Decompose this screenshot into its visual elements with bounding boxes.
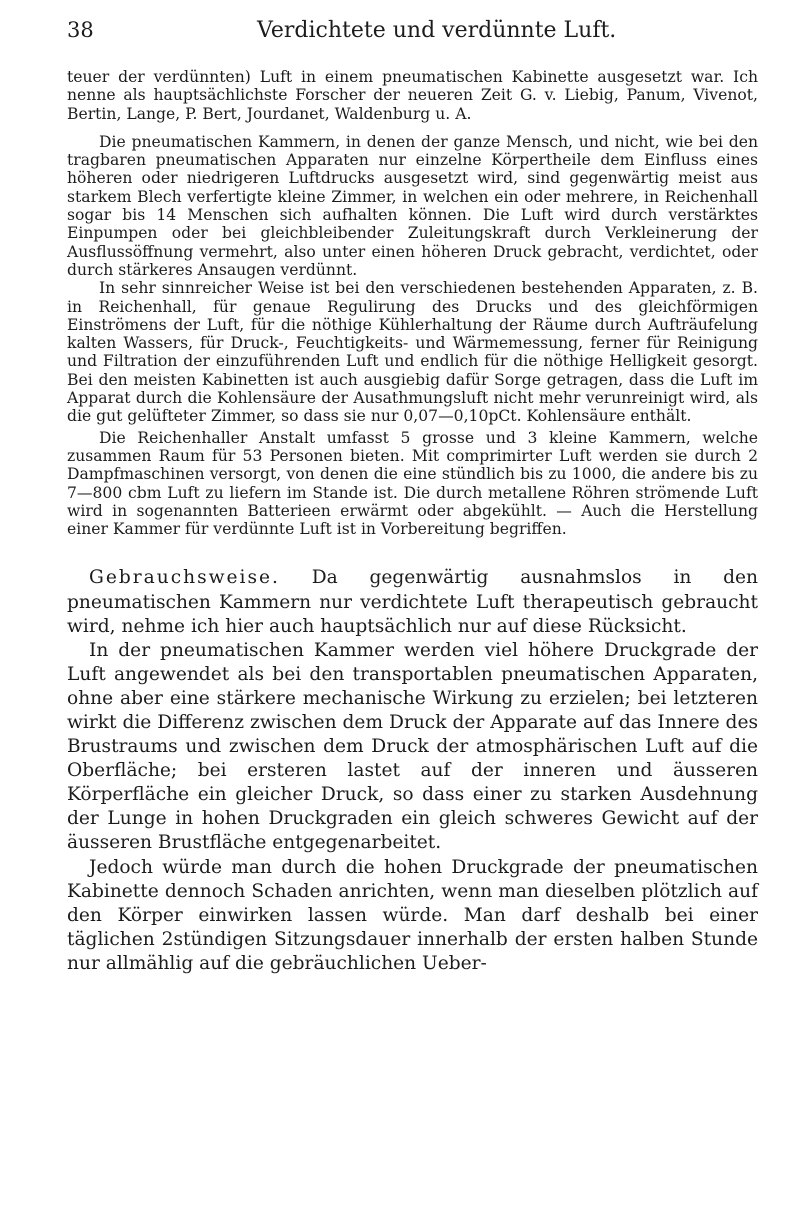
paragraph-reichenhall: Die Reichenhaller Anstalt umfasst 5 grosse und 3 kleine Kammern, welche zusammen Raum für 53 Personen bieten. Mit comprimirter Luft werden sie durch 2 Dampfmaschinen versorgt, von denen die eine stündlich bis zu 1000, die andere bis zu 7—800 cbm Luft zu liefern im Stande ist. Die durch metallene Röhren strömende Luft wird in sogenannten Batterieen erwärmt oder abgekühlt. — Auch die Herstellung einer Kammer für verdünnte Luft ist in Vorbereitung begriffen. (67, 428, 758, 539)
section-gap (67, 538, 758, 566)
section-paragraph-text: Da gegenwärtig ausnahmslos in den pneumatischen Kammern nur verdichtete Luft therapeutisch gebraucht wird, nehme ich hier auch hauptsächlich nur auf diese Rücksicht. (67, 567, 758, 637)
paragraph-pneumatic-chambers: Die pneumatischen Kammern, in denen der ganze Mensch, und nicht, wie bei den tragbaren pneumatischen Apparaten nur einzelne Körpertheile dem Einfluss eines höheren oder niedrigeren Luftdrucks ausgesetzt wird, sind gegenwärtig meist aus starkem Blech verfertigte kleine Zimmer, in welchen ein oder mehrere, in Reichenhall sogar bis 14 Menschen sich aufhalten können. Die Luft wird durch verstärktes Einpumpen oder bei gleichbleibender Zuleitungskraft durch Verkleinerung der Ausflussöffnung vermehrt, also unter einen höheren Druck gebracht, verdichtet, oder durch stärkeres Ansaugen verdünnt. (67, 132, 758, 279)
section-paragraph-pressure: In der pneumatischen Kammer werden viel höhere Druckgrade der Luft angewendet als bei den transportablen pneumatischen Apparaten, ohne aber eine stärkere mechanische Wirkung zu erzielen; bei letzteren wirkt die Differenz zwischen dem Druck der Apparate auf das Innere des Brustraums und zwischen dem Druck der atmosphärischen Luft auf die Oberfläche; bei ersteren lastet auf der inneren und äusseren Körperfläche ein gleicher Druck, so dass einer zu starken Ausdehnung der Lunge in hohen Druckgraden ein gleich schweres Gewicht auf der äusseren Brustfläche entgegenarbeitet. (67, 639, 758, 854)
section-paragraph-caution: Jedoch würde man durch die hohen Druckgrade der pneumatischen Kabinette dennoch Schaden anrichten, wenn man dieselben plötzlich auf den Körper einwirken lassen würde. Man darf deshalb bei einer täglichen 2stündigen Sitzungsdauer innerhalb der ersten halben Stunde nur allmählig auf die gebräuchlichen Ueber- (67, 856, 758, 974)
page-number: 38 (67, 18, 94, 42)
paragraph-intro: teuer der verdünnten) Luft in einem pneumatischen Kabinette ausgesetzt war. Ich nenne als hauptsächlichste Forscher der neueren Zeit G. v. Liebig, Panum, Vivenot, Bertin, Lange, P. Bert, Jourdanet, Waldenburg u. A. (67, 68, 758, 123)
page-header (67, 18, 758, 68)
section-heading: Gebrauchsweise. (89, 567, 280, 589)
running-title: Verdichtete und verdünnte Luft. (257, 18, 617, 43)
section-usage-first-paragraph (67, 566, 758, 638)
paragraph-apparatus-design: In sehr sinnreicher Weise ist bei den verschiedenen bestehenden Apparaten, z. B. in Reichenhall, für genaue Regulirung des Drucks und des gleichförmigen Einströmens der Luft, für die nöthige Kühlerhaltung der Räume durch Aufträufelung kalten Wassers, für Druck-, Feuchtigkeits- und Wärmemessung, ferner für Reinigung und Filtration der einzuführenden Luft und endlich für die nöthige Helligkeit gesorgt. Bei den meisten Kabinetten ist auch ausgiebig dafür Sorge getragen, dass die Luft im Apparat durch die Kohlensäure der Ausathmungsluft nicht mehr verunreinigt wird, als die gut gelüfteter Zimmer, so dass sie nur 0,07—0,10pCt. Kohlensäure enthält. (67, 279, 758, 426)
